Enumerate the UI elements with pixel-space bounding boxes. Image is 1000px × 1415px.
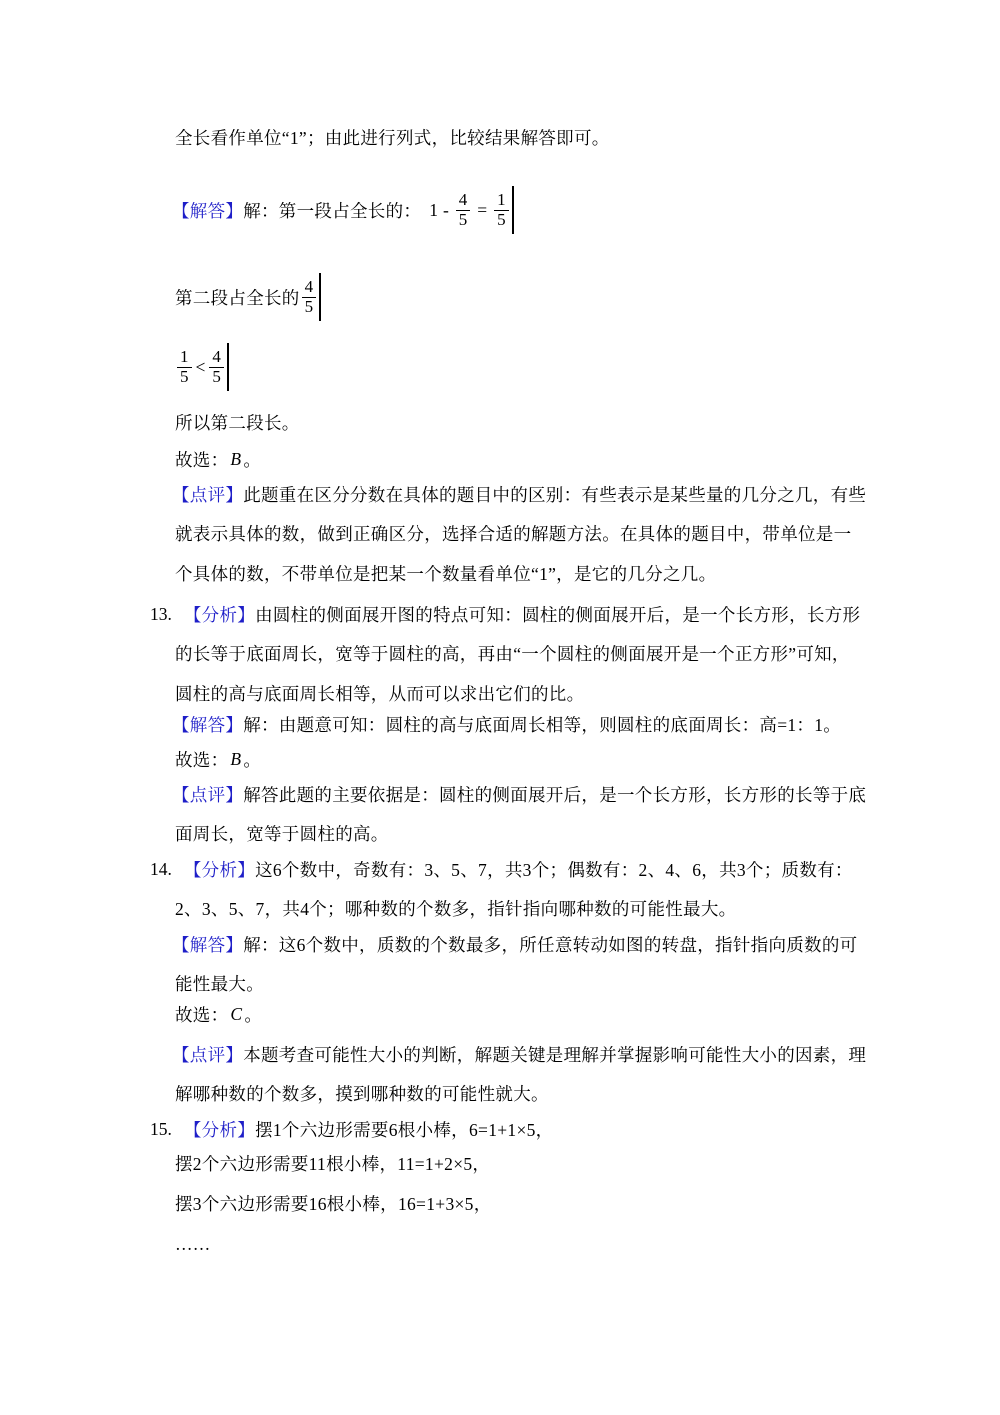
analysis-text: 由圆柱的侧面展开图的特点可知：圆柱的侧面展开后，是一个长方形，长方形 [255, 604, 861, 625]
q15-line3: 摆3个六边形需要16根小棒，16=1+3×5， [175, 1194, 492, 1214]
fraction-numerator: 1 [180, 346, 189, 366]
q14-answer-line2: 能性最大。 [175, 974, 264, 994]
analysis-tag: 【分析】 [183, 604, 256, 625]
q13-comment-line1 [172, 779, 866, 809]
choice-suffix: 。 [243, 449, 262, 470]
equation-cursor [319, 273, 321, 321]
fraction-numerator: 4 [212, 346, 221, 366]
choice-suffix: 。 [243, 749, 262, 770]
comment-text: 此题重在区分分数在具体的题目中的区别：有些表示是某些量的几分之几，有些 [243, 484, 867, 505]
answer-text: 解：这6个数中，质数的个数最多，所任意转动如图的转盘，指针指向质数的可 [243, 934, 858, 955]
q13-comment-line2: 面周长，宽等于圆柱的高。 [175, 824, 389, 844]
fraction-4-5 [302, 278, 317, 316]
q13-analysis-line2: 的长等于底面周长，宽等于圆柱的高，再由“一个圆柱的侧面展开是一个正方形”可知， [175, 644, 850, 664]
choice-prefix: 故选： [175, 449, 229, 470]
q14-analysis-line1 [150, 854, 853, 884]
minus-sign: - [442, 199, 449, 220]
analysis-text: 摆1个六边形需要6根小棒，6=1+1×5， [255, 1119, 554, 1140]
fraction-denominator: 5 [302, 297, 317, 317]
answer-tag: 【解答】 [172, 200, 244, 221]
q14-choice-line [175, 999, 262, 1029]
q15-line2: 摆2个六边形需要11根小棒，11=1+2×5， [175, 1154, 491, 1174]
comment-tag: 【点评】 [172, 484, 244, 505]
fraction-denominator: 5 [177, 367, 192, 387]
q13-answer-line [172, 709, 841, 739]
q12-choice-line [175, 444, 261, 474]
choice-prefix: 故选： [175, 749, 229, 770]
comment-tag: 【点评】 [172, 784, 244, 805]
fraction-1-5 [494, 191, 509, 229]
comment-tag: 【点评】 [172, 1044, 244, 1065]
q15-ellipsis: …… [175, 1234, 211, 1254]
q12-analysis-tail: 全长看作单位“1”；由此进行列式，比较结果解答即可。 [175, 128, 610, 148]
answer-tag: 【解答】 [172, 714, 244, 735]
fraction-numerator: 4 [304, 276, 314, 296]
eq1-lhs: 1 [429, 199, 438, 220]
q14-answer-line1 [172, 929, 857, 959]
q12-comparison-line [175, 338, 229, 396]
equals-sign: = [477, 199, 488, 220]
comment-text: 本题考查可能性大小的判断，解题关键是理解并掌握影响可能性大小的因素，理 [243, 1044, 867, 1065]
q12-comment-line1 [172, 479, 866, 509]
fraction-4-5 [209, 348, 224, 386]
q12-second-segment-text: 第二段占全长的 [175, 287, 300, 308]
fraction-numerator: 1 [497, 189, 506, 209]
choice-prefix: 故选： [175, 1004, 229, 1025]
q12-comment-line3: 个具体的数，不带单位是把某一个数量看单位“1”，是它的几分之几。 [175, 564, 717, 584]
equation-cursor [227, 343, 229, 391]
equation-cursor [512, 186, 514, 234]
fraction-numerator: 4 [458, 189, 468, 209]
choice-suffix: 。 [244, 1004, 263, 1025]
q12-answer-line [172, 180, 514, 240]
q14-comment-line1 [172, 1039, 866, 1069]
answer-text: 解：由题意可知：圆柱的高与底面周长相等，则圆柱的底面周长：高=1：1。 [243, 714, 842, 735]
analysis-text: 这6个数中，奇数有：3、5、7，共3个；偶数有：2、4、6，共3个；质数有： [255, 859, 853, 880]
fraction-denominator: 5 [494, 210, 509, 230]
choice-letter: B [230, 748, 242, 769]
less-than-sign: < [195, 356, 206, 377]
q13-analysis-line3: 圆柱的高与底面周长相等，从而可以求出它们的比。 [175, 684, 585, 704]
analysis-tag: 【分析】 [183, 859, 256, 880]
fraction-denominator: 5 [209, 367, 224, 387]
q12-answer-lead: 解：第一段占全长的： [243, 200, 422, 221]
q12-second-segment-line [175, 268, 321, 326]
q14-comment-line2: 解哪种数的个数多，摸到哪种数的可能性就大。 [175, 1084, 549, 1104]
choice-letter: C [230, 1003, 243, 1024]
fraction-denominator: 5 [456, 210, 471, 230]
choice-letter: B [230, 448, 242, 469]
answer-tag: 【解答】 [172, 934, 244, 955]
q12-comment-line2: 就表示具体的数，做到正确区分，选择合适的解题方法。在具体的题目中，带单位是一 [175, 524, 852, 544]
question-number: 13. [150, 603, 172, 624]
fraction-4-5 [456, 191, 471, 229]
q14-analysis-line2: 2、3、5、7，共4个；哪种数的个数多，指针指向哪种数的可能性最大。 [175, 899, 737, 919]
question-number: 15. [150, 1118, 172, 1139]
comment-text: 解答此题的主要依据是：圆柱的侧面展开后，是一个长方形，长方形的长等于底 [243, 784, 867, 805]
fraction-1-5 [177, 348, 192, 386]
q15-analysis-line1 [150, 1114, 554, 1144]
question-number: 14. [150, 858, 172, 879]
q12-conclusion: 所以第二段长。 [175, 413, 300, 433]
q13-analysis-line1 [150, 599, 860, 629]
q13-choice-line [175, 744, 261, 774]
analysis-tag: 【分析】 [183, 1119, 256, 1140]
